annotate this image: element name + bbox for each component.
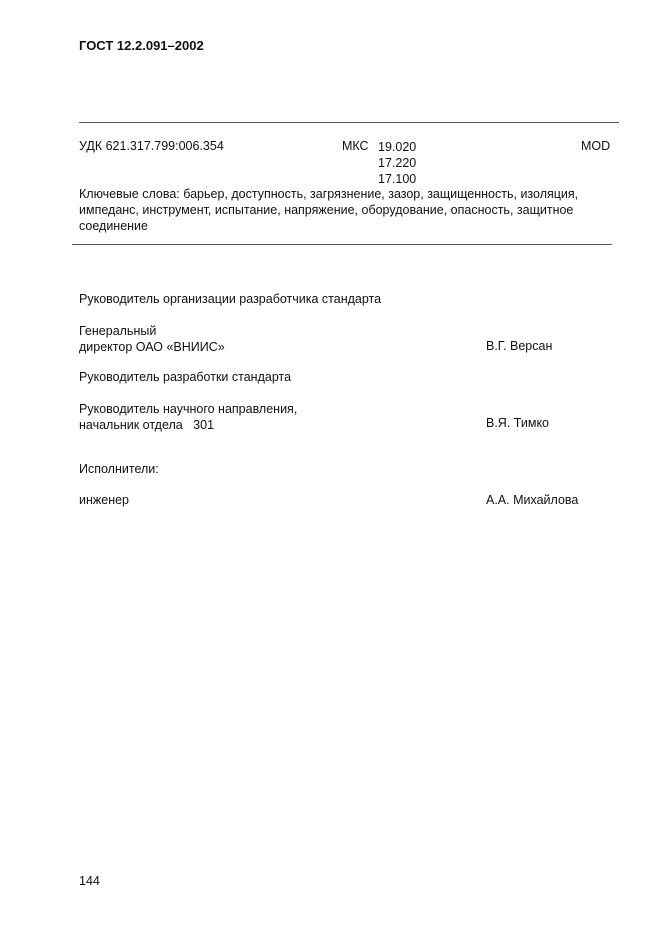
org-head-heading: Руководитель организации разработчика стандарта [79,292,382,306]
sci-head-line1: Руководитель научного направления, [79,402,298,416]
mks-code: 17.220 [378,156,417,170]
dev-head-heading: Руководитель разработки стандарта [79,370,292,384]
keywords-paragraph: Ключевые слова: барьер, доступность, загрязнение, зазор, защищенность, изоляция, импеданс, инструмент, испытание, напряжение, оборудование, опасность, защитное соединение [79,187,579,233]
mks-code: 17.100 [378,172,417,186]
standard-header: ГОСТ 12.2.091–2002 [79,38,204,53]
sci-head-name: В.Я. Тимко [486,416,550,430]
udk-code: УДК 621.317.799:006.354 [79,139,224,153]
bottom-divider [72,244,612,245]
mod-marker: MOD [581,139,611,153]
top-divider [79,122,619,123]
mks-codes [378,139,416,187]
page-number: 144 [79,874,100,888]
gen-director-line2: директор ОАО «ВНИИС» [79,340,225,354]
gen-director-line1: Генеральный [79,324,157,338]
gen-director-name: В.Г. Версан [486,339,553,353]
mks-label: МКС [342,139,369,153]
mks-code: 19.020 [378,140,417,154]
sci-head-line2: начальник отдела 301 [79,418,215,432]
gen-director-title [79,323,225,355]
sci-head-title [79,401,297,433]
engineer-name: А.А. Михайлова [486,493,579,507]
performers-heading: Исполнители: [79,462,159,476]
engineer-role: инженер [79,493,130,507]
